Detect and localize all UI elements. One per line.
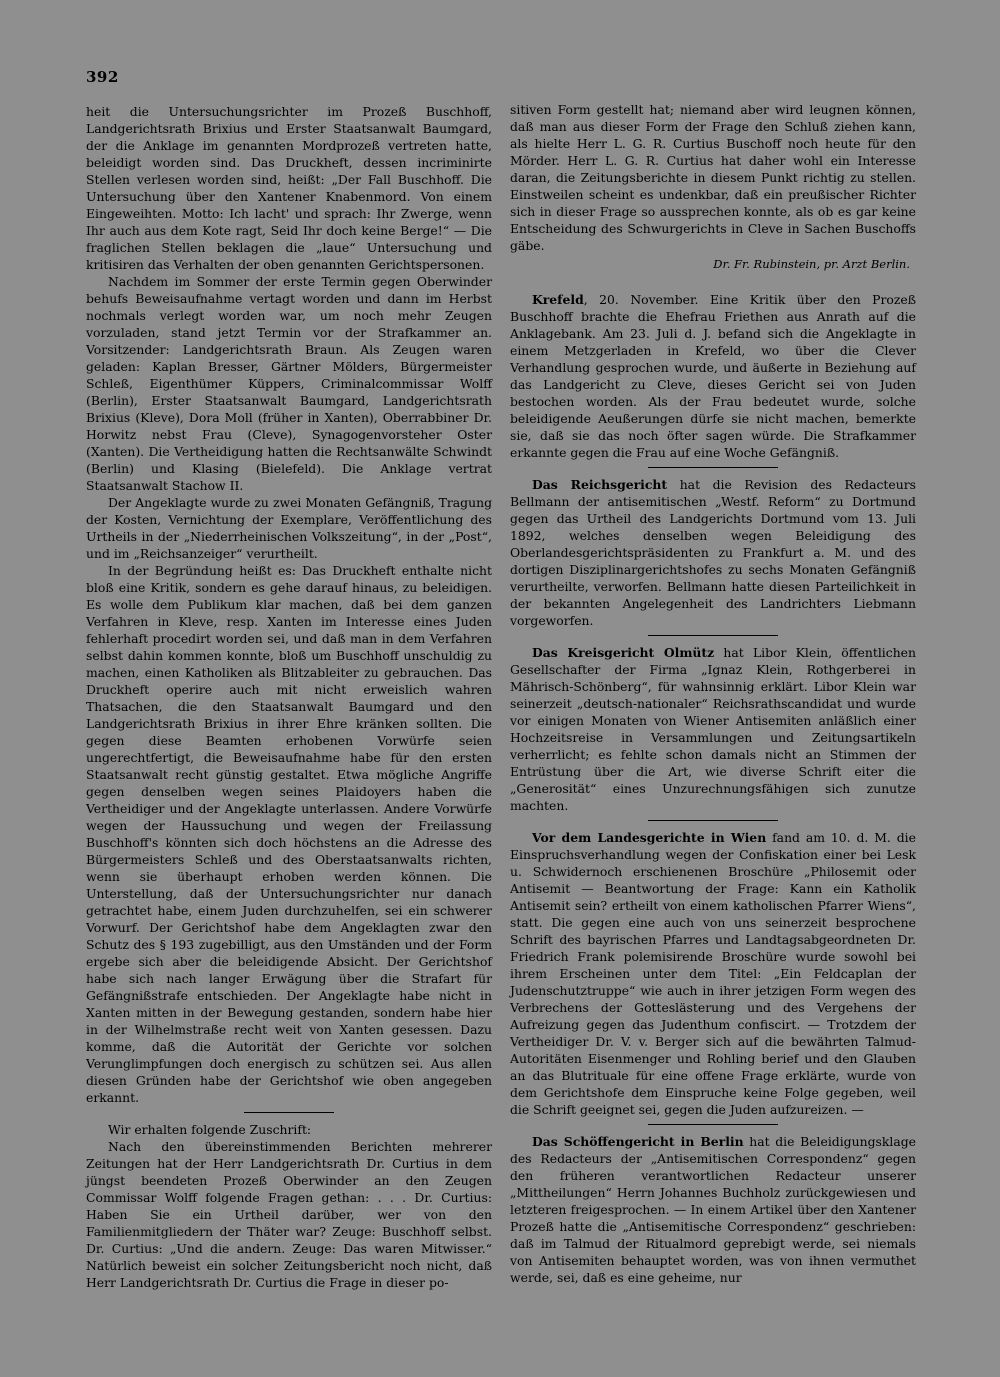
section-divider (648, 635, 778, 636)
section-divider (648, 820, 778, 821)
paragraph-kreisgericht (510, 644, 916, 814)
paragraph-reichsgericht (510, 476, 916, 629)
paragraph-letter-body: Nach den übereinstimmenden Berichten mehrerer Zeitungen hat der Herr Landgerichtsrath Dr. Curtius in dem jüngst beendeten Prozeß Oberwinder an den Zeugen Commissar Wolff folgende Fragen gethan: . . . Dr. Curtius: Haben Sie ein Urtheil darüber, wer von den Familienmitgliedern der Thäter war? Zeuge: Buschhoff selbst. Dr. Curtius: „Und die andern. Zeuge: Das waren Mitwisser.“ Natürlich beweist ein solcher Zeitungsbericht noch nicht, daß Herr Landgerichtsrath Dr. Curtius die Frage in dieser po- (86, 1139, 492, 1290)
paragraph-letter-intro: Wir erhalten folgende Zuschrift: (108, 1122, 312, 1137)
paragraph-krefeld (510, 291, 916, 461)
krefeld-text: , 20. November. Eine Kritik über den Prozeß Buschhoff brachte die Ehefrau Friethen aus Anrath auf die Anklagebank. Am 23. Juli d. J. befand sich die Angeklagte in einem Metzgerladen in Krefeld, wo über die Clever Verhandlung gesprochen wurde, und äußerte in Beziehung auf das Landgericht zu Cleve, dieses Gericht sei von Juden bestochen worden. Als der Frau bedeutet wurde, solche beleidigende Aeußerungen dürfe sie nicht machen, bemerkte sie, daß sie das noch öfter sagen würde. Die Strafkammer erkannte gegen die Frau auf eine Woche Gefängniß. (510, 292, 916, 460)
section-divider (244, 1112, 334, 1113)
paragraph-verdict: Der Angeklagte wurde zu zwei Monaten Gefängniß, Tragung der Kosten, Vernichtung der Exemplare, Veröffentlichung des Urtheils in der „Niederrheinischen Volkszeitung“, in der „Post“, und im „Reichsanzeiger“ verurtheilt. (86, 495, 492, 561)
paragraph-landesgericht (510, 829, 916, 1118)
kreisgericht-text: hat Libor Klein, öffentlichen Gesellschafter der Firma „Ignaz Klein, Rothgerberei in Mährisch-Schönberg“, für wahnsinnig erklärt. Libor Klein war seinerzeit „deutsch-nationaler“ Reichsrathscandidat und wurde vor einigen Monaten von Wiener Antisemiten anläßlich einer Hochzeitsreise in Versammlungen und Zeitungsartikeln verherrlicht; es fehlte schon damals nicht an Stimmen der Entrüstung über die Art, wie diverse Schrift eiter die „Generosität“ eines Unzurechnungsfähigen sich zunutze machten. (510, 645, 916, 813)
reichsgericht-text: hat die Revision des Redacteurs Bellmann der antisemitischen „Westf. Reform“ zu Dortmund gegen das Urtheil des Landgerichts Dortmund vom 13. Juli 1892, welches denselben wegen Beleidigung des Oberlandesgerichtspräsidenten zu Frankfurt a. M. und des dortigen Disziplinargerichtshofes zu sechs Monaten Gefängniß verurtheilte, verworfen. Bellmann hatte diesen Parteilichkeit in der bekannten Angelegenheit des Landrichters Liebmann vorgeworfen. (510, 477, 916, 628)
paragraph-letter-continued: sitiven Form gestellt hat; niemand aber wird leugnen können, daß man aus dieser Form der Frage den Schluß ziehen kann, als hielte Herr L. G. R. Curtius Buschoff noch heute für den Mörder. Herr L. G. R. Curtius hat daher wohl ein Interesse daran, die Zeitungsberichte in diesem Punkt richtig zu stellen. Einstweilen scheint es undenkbar, daß ein preußischer Richter sich in dieser Frage so aussprechen konnte, als ob es gar keine Entscheidung des Schwurgerichts in Cleve in Sachen Buschoffs gäbe. (510, 102, 916, 253)
paragraph-trial-intro: heit die Untersuchungsrichter im Prozeß Buschhoff, Landgerichtsrath Brixius und Erster Staatsanwalt Baumgard, der die Anklage im genannten Mordprozeß vertreten hatte, beleidigt worden sind. Das Druckheft, dessen incriminirte Stellen verlesen worden sind, heißt: „Der Fall Buschhoff. Die Untersuchung über den Xantener Knabenmord. Von einem Eingeweihten. Motto: Ich lacht' und sprach: Ihr Zwerge, wenn Ihr auch aus dem Kote ragt, Seid Ihr doch keine Berge!“ — Die fraglichen Stellen beklagen die „laue“ Untersuchung und kritisiren das Verhalten der oben genannten Gerichtspersonen. (86, 104, 492, 272)
page-number: 392 (86, 68, 119, 86)
dateline-krefeld: Krefeld (532, 292, 584, 307)
heading-schoeffengericht: Das Schöffengericht in Berlin (532, 1134, 744, 1149)
paragraph-reasoning: In der Begründung heißt es: Das Druckheft enthalte nicht bloß eine Kritik, sondern es gehe darauf hinaus, zu beleidigen. Es wolle dem Publikum klar machen, daß bei dem ganzen Verfahren in Kleve, resp. Xanten im Interesse eines Juden fehlerhaft procedirt worden sei, und daß man in dem Verfahren selbst dahin kommen konnte, bloß um Buschhoff unschuldig zu machen, einen Katholiken als Blitzableiter zu gebrauchen. Das Druckheft operire auch mit nicht erweislich wahren Thatsachen, die den Staatsanwalt Baumgard und den Landgerichtsrath Brixius in ihrer Ehre kränken sollten. Die gegen diese Beamten erhobenen Vorwürfe seien ungerechtfertigt, die Beweisaufnahme habe für den ersten Staatsanwalt recht günstig gestaltet. Etwa mögliche Angriffe gegen denselben wegen seines Plaidoyers haben die Vertheidiger und der Angeklagte unterlassen. Andere Vorwürfe wegen der Haussuchung und wegen der Freilassung Buschhoff's könnten sich doch höchstens an die Adresse des Bürgermeisters Schleß und des Oberstaatsanwalts richten, wenn sie überhaupt erhoben werden können. Die Unterstellung, daß der Untersuchungsrichter nur danach getrachtet habe, einem Juden durchzuhelfen, sei ein schwerer Vorwurf. Der Gerichtshof habe dem Angeklagten zwar den Schutz des § 193 zugebilligt, aus den Umständen und der Form ergebe sich aber die beleidigende Absicht. Der Gerichtshof habe sich nach langer Erwägung über die Strafart für Gefängnißstrafe entschieden. Der Angeklagte habe nicht in Xanten mitten in der Bewegung gestanden, sondern habe hier in der Wilhelmstraße recht weit von Xanten gesessen. Dazu komme, daß die Autorität der Gerichte vor solchen Verunglimpfungen doch energisch zu schützen sei. Aus allen diesen Gründen habe der Gerichtshof wie oben angegeben erkannt. (86, 563, 492, 1105)
section-divider (648, 467, 778, 468)
paragraph-witnesses: Nachdem im Sommer der erste Termin gegen Oberwinder behufs Beweisaufnahme vertagt worden und dann im Herbst nochmals verlegt worden war, um noch mehr Zeugen vorzuladen, stand jetzt Termin vor der Strafkammer an. Vorsitzender: Landgerichtsrath Braun. Als Zeugen waren geladen: Kaplan Bresser, Gärtner Mölders, Bürgermeister Schleß, Eigenthümer Küppers, Criminalcommissar Wolff (Berlin), Erster Staatsanwalt Baumgard, Landgerichtsrath Brixius (Kleve), Dora Moll (früher in Xanten), Oberrabbiner Dr. Horwitz nebst Frau (Cleve), Synagogenvorsteher Oster (Xanten). Die Vertheidigung hatten die Rechtsanwälte Schwindt (Berlin) und Klasing (Bielefeld). Die Anklage vertrat Staatsanwalt Stachow II. (86, 274, 492, 493)
heading-kreisgericht: Das Kreisgericht Olmütz (532, 645, 715, 660)
paragraph-schoeffengericht (510, 1133, 916, 1286)
heading-landesgericht: Vor dem Landesgerichte in Wien (532, 830, 767, 845)
right-column (510, 101, 916, 1286)
landesgericht-text: fand am 10. d. M. die Einspruchsverhandlung wegen der Confiskation einer bei Lesk u. Schwidernoch erschienenen Broschüre „Philosemit oder Antisemit — Beantwortung der Frage: Kann ein Katholik Antisemit sein? ertheilt von einem katholischen Pfarrer Wiens“, statt. Die gegen eine auch von uns seinerzeit besprochene Schrift des bayrischen Pfarres und Landtagsabgeordneten Dr. Friedrich Frank polemisirende Broschüre wurde sowohl bei ihrem Erscheinen unter dem Titel: „Ein Feldcaplan der Judenschutztruppe“ wie auch in ihrer jetzigen Form wegen des Verbrechens der Gotteslästerung und des Vergehens der Aufreizung gegen das Judenthum confiscirt. — Trotzdem der Vertheidiger Dr. V. v. Berger sich auf die bewährten Talmud-Autoritäten Eisenmenger und Rohling berief und den Glauben an das Blutrituale für eine offene Frage erklärte, wurde von dem Gerichtshofe dem Einspruche keine Folge gegeben, weil die Schrift geeignet sei, gegen die Juden aufzureizen. — (510, 830, 916, 1117)
schoeffengericht-text: hat die Beleidigungsklage des Redacteurs der „Antisemitischen Correspondenz“ gegen den früheren verantwortlichen Redacteur unserer „Mittheilungen“ Herrn Johannes Buchholz zurückgewiesen und letzteren freigesprochen. — In einem Artikel über den Xantener Prozeß hatte die „Antisemitische Correspondenz“ geschrieben: daß im Talmud der Ritualmord geprebigt werde, sei niemals von Antisemiten behauptet worden, was von ihnen vermuthet werde, sei, daß es eine geheime, nur (510, 1134, 916, 1285)
heading-reichsgericht: Das Reichsgericht (532, 477, 668, 492)
letter-signature: Dr. Fr. Rubinstein, pr. Arzt Berlin. (713, 257, 910, 271)
section-divider (648, 1124, 778, 1125)
left-column (86, 103, 492, 1291)
